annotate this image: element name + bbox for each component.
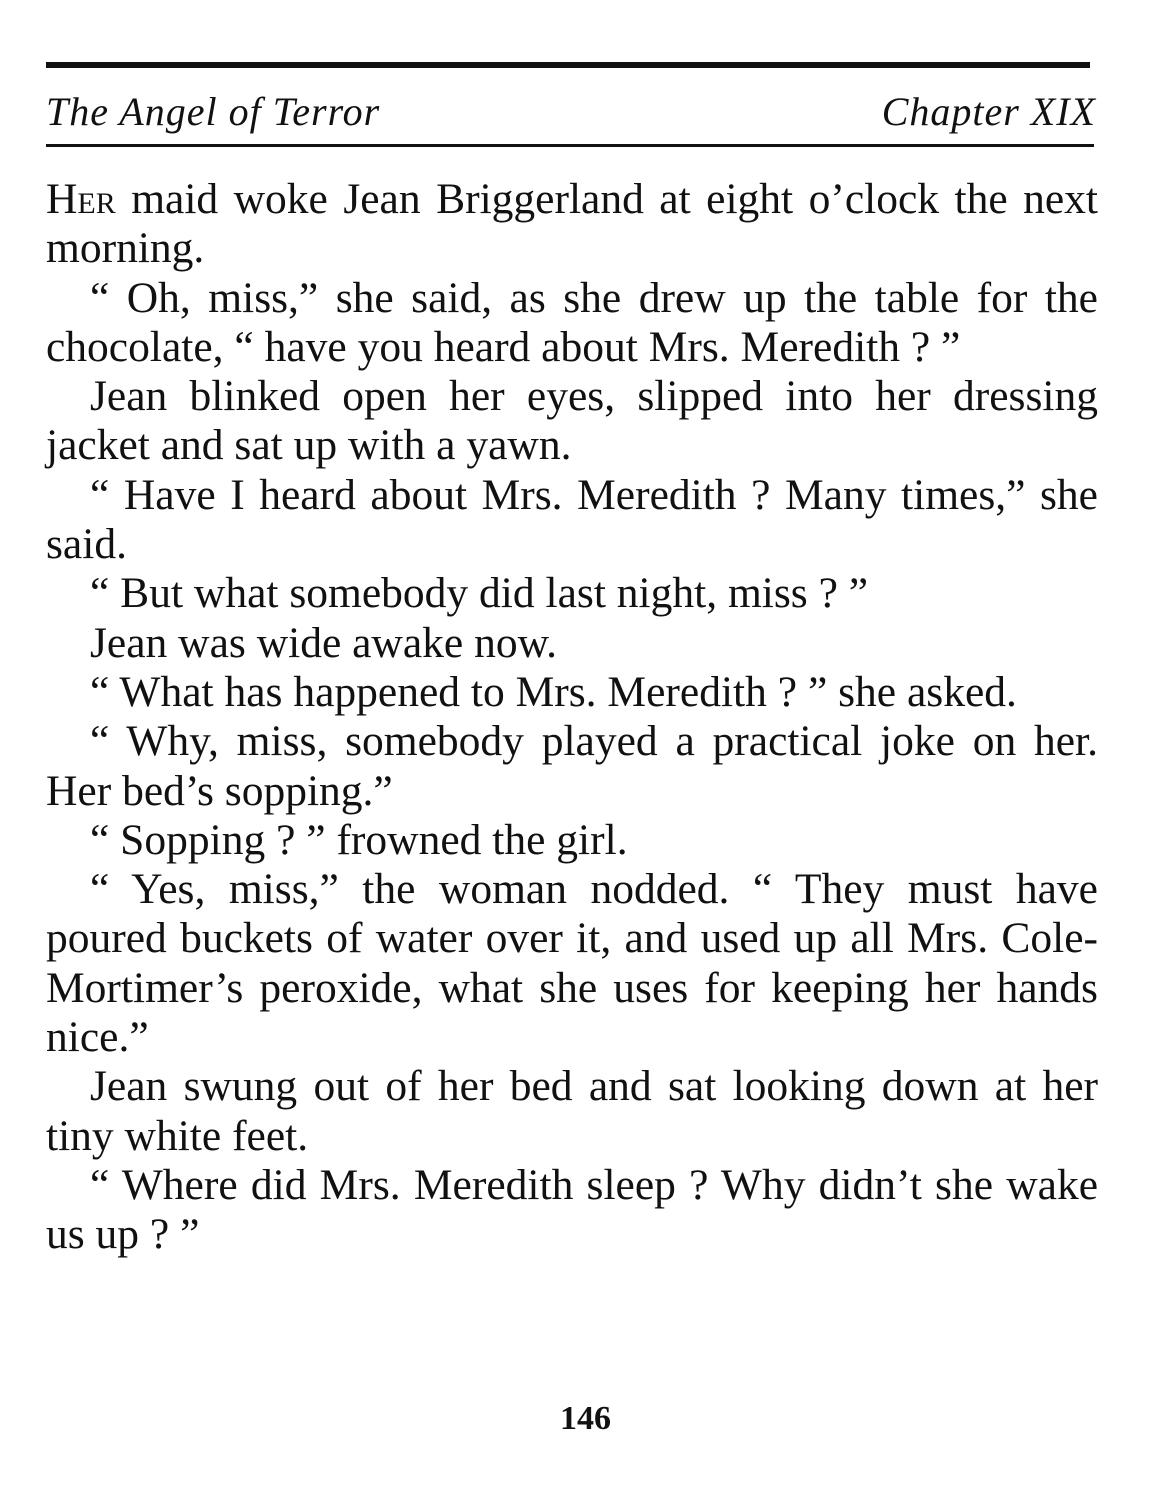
paragraph: Jean blinked open her eyes, slipped into her dressing jacket and sat up with a yawn. [46, 372, 1098, 470]
header-rule [46, 144, 1094, 147]
paragraph: “ Why, miss, somebody played a practical joke on her. Her bed’s sopping.” [46, 717, 1098, 815]
chapter-label: Chapter XIX [881, 89, 1096, 134]
paragraph: “ What has happened to Mrs. Meredith ? ” she asked. [90, 667, 1017, 716]
paragraph: “ Yes, miss,” the woman nodded. “ They must have poured buckets of water over it, and used up all Mrs. Cole-Mortimer’s peroxide, what she uses for keeping her hands nice.” [46, 865, 1098, 1062]
running-head [46, 88, 1096, 144]
opening-paragraph [46, 175, 1098, 274]
opening-lead-word: Her [46, 175, 116, 223]
paragraph: Jean was wide awake now. [90, 618, 558, 667]
top-rule [46, 62, 1090, 68]
book-title: The Angel of Terror [46, 89, 381, 134]
page-number: 146 [560, 1400, 611, 1437]
body-text [46, 175, 1098, 1260]
paragraph: “ Sopping ? ” frowned the girl. [90, 815, 628, 864]
book-page [46, 62, 1096, 1260]
paragraph: “ Oh, miss,” she said, as she drew up the table for the chocolate, “ have you heard about Mrs. Meredith ? ” [46, 273, 1098, 371]
paragraph: Jean swung out of her bed and sat looking down at her tiny white feet. [46, 1062, 1098, 1160]
paragraph: “ Have I heard about Mrs. Meredith ? Many times,” she said. [46, 470, 1098, 569]
paragraph: “ But what somebody did last night, miss ? ” [90, 569, 869, 618]
opening-rest: maid woke Jean Briggerland at eight o’clock the next morning. [46, 175, 1098, 273]
paragraph: “ Where did Mrs. Meredith sleep ? Why didn’t she wake us up ? ” [46, 1160, 1098, 1259]
